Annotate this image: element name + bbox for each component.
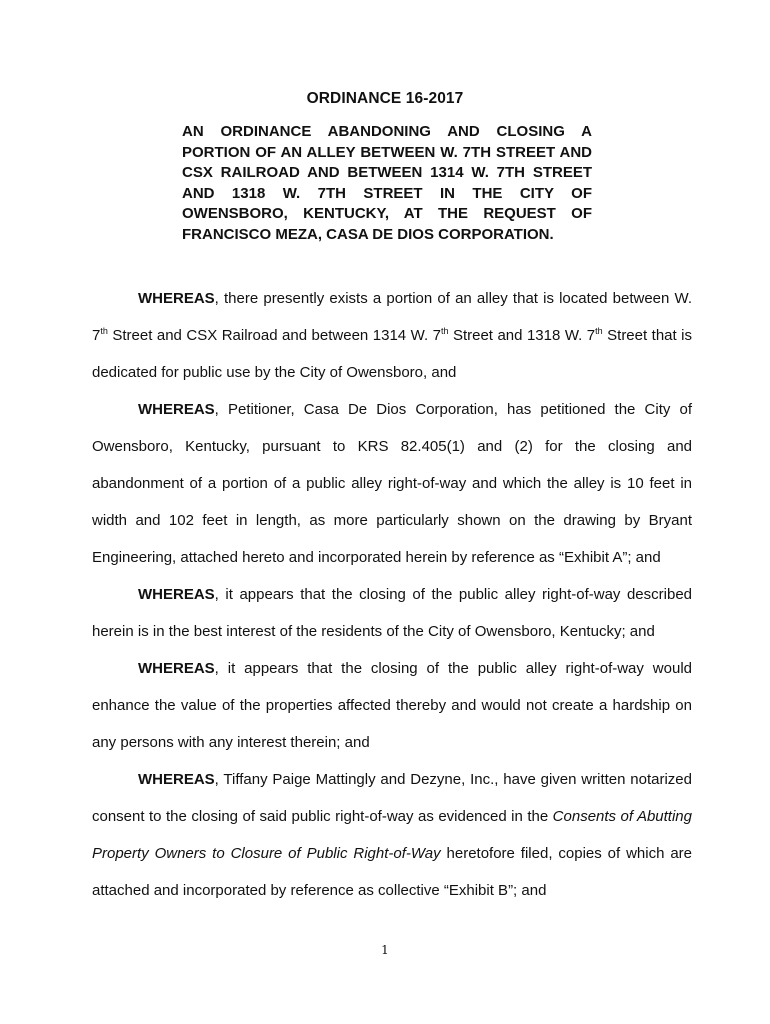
whereas-paragraph-5 (92, 761, 692, 909)
superscript: th (100, 326, 108, 336)
paragraph-text: Street and 1318 W. 7 (448, 327, 596, 344)
paragraph-text: heretofore filed, copies of which are attached and incorporated by reference as collective “Exhibit B”; and (92, 845, 692, 899)
paragraph-text: , it appears that the closing of the public alley right-of-way would enhance the value of the properties affected thereby and would not create a hardship on any persons with any interest therein; and (92, 660, 692, 751)
whereas-paragraph-2 (92, 391, 692, 576)
paragraph-text: , there presently exists a portion of an alley that is located between W. 7 (92, 290, 692, 344)
superscript: th (440, 326, 449, 336)
paragraph-text: , Petitioner, Casa De Dios Corporation, has petitioned the City of Owensboro, Kentucky, pursuant to KRS 82.405(1) and (2) for the closing and abandonment of a portion of a public alley right-of-way and which the alley is 10 feet in width and 102 feet in length, as more particularly shown on the drawing by Bryant Engineering, attached hereto and incorporated herein by reference as “Exhibit A”; and (92, 401, 692, 566)
whereas-keyword: WHEREAS (138, 586, 215, 603)
whereas-keyword: WHEREAS (138, 660, 215, 677)
paragraph-text: Street that is dedicated for public use by the City of Owensboro, and (92, 327, 692, 381)
page-number: 1 (381, 943, 389, 957)
paragraph-text: , Tiffany Paige Mattingly and Dezyne, Inc., have given written notarized consent to the closing of said public right-of-way as evidenced in the (92, 771, 692, 825)
superscript: th (595, 326, 603, 336)
ordinance-body (92, 280, 692, 909)
whereas-paragraph-4 (92, 650, 692, 761)
whereas-keyword: WHEREAS (138, 401, 215, 418)
whereas-keyword: WHEREAS (138, 290, 215, 307)
whereas-keyword: WHEREAS (138, 771, 215, 788)
italic-document-title: Consents of Abutting Property Owners to Closure of Public Right-of-Way (92, 808, 692, 862)
paragraph-text: , it appears that the closing of the public alley right-of-way described herein is in the best interest of the residents of the City of Owensboro, Kentucky; and (92, 586, 692, 640)
ordinance-title: ORDINANCE 16-2017 (306, 90, 464, 107)
ordinance-subtitle: AN ORDINANCE ABANDONING AND CLOSING A PORTION OF AN ALLEY BETWEEN W. 7TH STREET AND CSX RAILROAD AND BETWEEN 1314 W. 7TH STREET AND 1318 W. 7TH STREET IN THE CITY OF OWENSBORO, KENTUCKY, AT THE REQUEST OF FRANCISCO MEZA, CASA DE DIOS CORPORATION. (182, 123, 592, 243)
whereas-paragraph-3 (92, 576, 692, 650)
paragraph-text: Street and CSX Railroad and between 1314 W. 7 (107, 327, 441, 344)
whereas-paragraph-1 (92, 280, 692, 391)
